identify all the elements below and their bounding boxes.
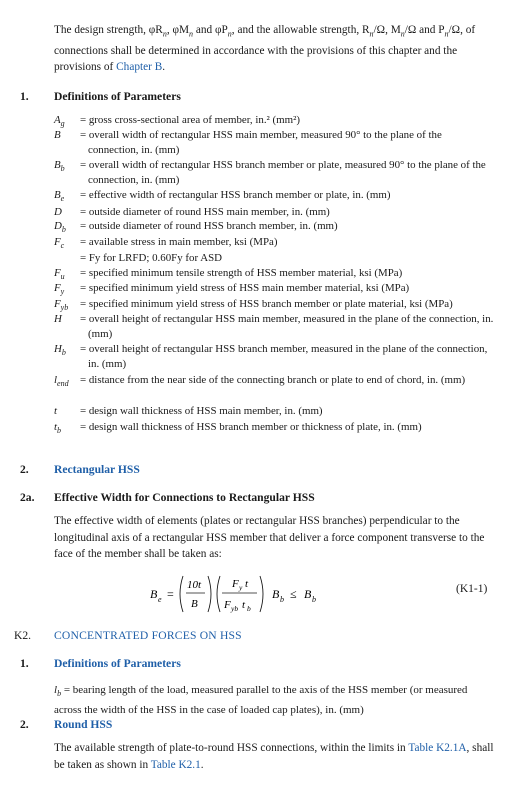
definition-text: = outside diameter of round HSS branch member, in. (mm) (80, 220, 338, 232)
definition-item (54, 312, 494, 342)
definition-item (54, 235, 494, 250)
svg-text:t: t (245, 578, 249, 590)
definition-symbol: $F_c$ (54, 236, 65, 251)
definition-text: = distance from the near side of the connecting branch or plate to end of chord, in. (mm) (80, 374, 466, 386)
definition-text: = overall width of rectangular HSS branch member or plate, measured 90° to the plane of the connection, in. (mm) (80, 159, 486, 186)
definition-item (54, 219, 494, 234)
svg-text:y: y (239, 583, 243, 592)
definition-text: = specified minimum yield stress of HSS main member material, ksi (MPa) (80, 282, 410, 294)
definition-text: = overall height of rectangular HSS main member, measured in the plane of the connection, in. (mm) (80, 313, 494, 340)
paren-right (208, 576, 211, 612)
definition-lb: $l_b$ = bearing length of the load, measured parallel to the axis of the HSS member (or measured across the width of the HSS in the case of loaded cap plates), in. (mm) (54, 684, 468, 717)
svg-text:F: F (224, 599, 231, 611)
definition-item (54, 281, 494, 296)
definition-item (54, 266, 494, 281)
svg-text:e: e (158, 595, 162, 604)
definition-symbol: $H_b$ (54, 343, 66, 358)
definition-item (54, 420, 494, 435)
paren-right (260, 576, 263, 612)
equation-graphic (150, 568, 450, 620)
definition-text: = available stress in main member, ksi (MPa) (80, 236, 278, 248)
intro-paragraph: The design strength, $\varphi R_n$, $\varphi M_n$ and $\varphi P_n$, and the allowable strength, $R_n/\Omega$, $M_n/\Omega$ and $P_n/\Omega$, of connections shall be determined in accordance with the provisions of this chapter and the provisions of Chapter B. (54, 24, 476, 74)
paren-left (180, 576, 183, 612)
definition-item (54, 373, 494, 388)
definition-item (54, 128, 494, 158)
definition-item (54, 205, 494, 220)
definition-symbol: $F_{yb}$ (54, 298, 69, 313)
definition-symbol: $B_e$ (54, 189, 65, 204)
definition-symbol: $l_{end}$ (54, 374, 69, 389)
svg-text:≤: ≤ (290, 587, 297, 601)
definition-text: = design wall thickness of HSS branch member or thickness of plate, in. (mm) (80, 421, 422, 433)
definition-text: = outside diameter of round HSS main member, in. (mm) (80, 206, 330, 218)
section-heading: Effective Width for Connections to Rectangular HSS (54, 491, 315, 504)
table-k2-1-link[interactable]: Table K2.1 (150, 758, 201, 771)
definition-symbol: $F_y$ (54, 282, 65, 297)
svg-text:t: t (242, 599, 246, 611)
definition-text: = specified minimum yield stress of HSS branch member or plate material, ksi (MPa) (80, 298, 453, 310)
svg-text:b: b (312, 595, 316, 604)
definition-symbol: $A_g$ (54, 114, 65, 129)
section-number: 2. (20, 463, 29, 476)
chapter-section-title: CONCENTRATED FORCES ON HSS (54, 629, 242, 642)
section-heading-rectangular-hss: Rectangular HSS (54, 463, 140, 476)
definition-symbol: $D_b$ (54, 220, 66, 235)
equation-k1-1 (150, 568, 500, 620)
definition-text: = specified minimum tensile strength of HSS member material, ksi (MPa) (80, 267, 403, 279)
definition-symbol: t (54, 405, 58, 417)
definition-symbol: $F_u$ (54, 267, 65, 282)
section-number: 1. (20, 90, 29, 103)
definition-item (54, 404, 494, 419)
round-hss-paragraph: The available strength of plate-to-round HSS connections, within the limits in Table K2.1A, shall be taken as shown in Table K2.1. (54, 742, 494, 771)
equation-number: (K1-1) (456, 583, 488, 595)
chapter-b-link[interactable]: Chapter B (116, 61, 163, 74)
svg-text:10t: 10t (187, 579, 202, 591)
definition-symbol: B (54, 129, 61, 141)
table-k2-1a-link[interactable]: Table K2.1A (408, 742, 467, 754)
definition-text: = Fy for LRFD; 0.60Fy for ASD (80, 252, 222, 264)
definition-text: = gross cross-sectional area of member, in.² (mm²) (80, 114, 300, 126)
chapter-section-number: K2. (14, 629, 32, 642)
section-heading: Definitions of Parameters (54, 657, 181, 670)
definition-text: = overall width of rectangular HSS main member, measured 90° to the plane of the connection, in. (mm) (80, 129, 442, 156)
definition-symbol: D (54, 206, 62, 218)
svg-text:B: B (304, 587, 312, 601)
definition-symbol: $B_b$ (54, 159, 65, 174)
definition-item (54, 342, 494, 372)
section-number: 2. (20, 718, 29, 731)
definition-item (54, 297, 494, 312)
section-heading-round-hss: Round HSS (54, 718, 113, 731)
svg-text:yb: yb (231, 604, 239, 613)
paren-left (217, 576, 220, 612)
definition-item (54, 251, 494, 266)
definition-item (54, 158, 494, 188)
definition-item (54, 113, 494, 128)
svg-text:b: b (247, 604, 251, 613)
definition-text: = design wall thickness of HSS main member, in. (mm) (80, 405, 323, 417)
svg-text:B: B (272, 587, 280, 601)
section-heading: Definitions of Parameters (54, 90, 181, 103)
definition-item (54, 188, 494, 203)
definition-text: = overall height of rectangular HSS branch member, measured in the plane of the connection, in. (mm) (80, 343, 488, 370)
effective-width-paragraph: The effective width of elements (plates or rectangular HSS branches) perpendicular to the longitudinal axis of a rectangular HSS member that deliver a force component transverse to the face of the member shall be taken as: (54, 515, 485, 560)
section-number: 1. (20, 657, 29, 670)
definition-symbol: $t_b$ (54, 421, 62, 436)
svg-text:F: F (232, 578, 239, 590)
svg-text:b: b (280, 595, 284, 604)
definition-symbol: H (54, 313, 62, 325)
svg-text:B: B (150, 587, 158, 601)
section-number: 2a. (20, 491, 35, 504)
svg-text:=: = (167, 587, 174, 601)
svg-text:B: B (191, 598, 198, 610)
definition-text: = effective width of rectangular HSS branch member or plate, in. (mm) (80, 189, 391, 201)
